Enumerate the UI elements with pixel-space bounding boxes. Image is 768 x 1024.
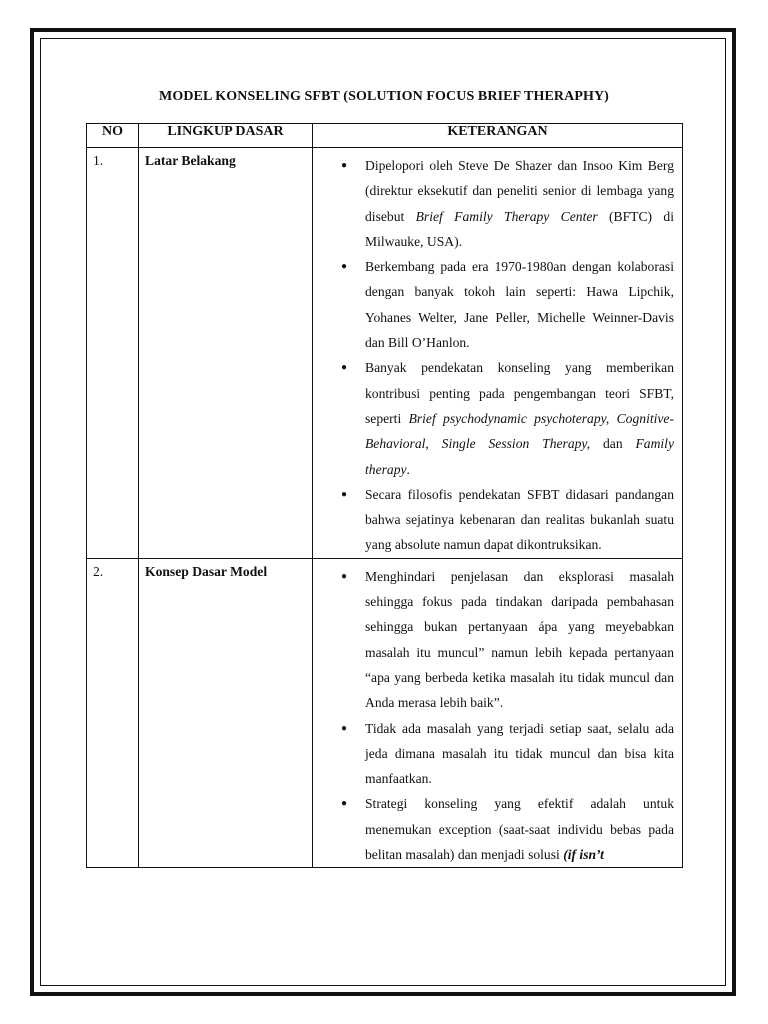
- list-item: [321, 355, 674, 481]
- text-segment: Strategi konseling yang efektif adalah untuk menemukan exception (saat-saat individu bebas pada belitan masalah) dan menjadi solusi: [365, 796, 674, 863]
- bullet-list: [313, 148, 682, 558]
- text-segment: (if isn’t: [563, 847, 604, 863]
- document-title: MODEL KONSELING SFBT (SOLUTION FOCUS BRIEF THERAPHY): [159, 89, 609, 104]
- text-segment: Berkembang pada era 1970-1980an dengan kolaborasi dengan banyak tokoh lain seperti: Hawa Lipchik, Yohanes Welter, Jane Peller, Michelle Weinner-Davis dan Bill O’Hanlon.: [365, 259, 674, 351]
- bullet-icon: ●: [341, 570, 348, 582]
- text-segment: dan: [590, 436, 636, 452]
- table-row: [87, 148, 683, 559]
- table-row: [87, 558, 683, 868]
- text-segment: Banyak pendekatan konseling yang memberikan kontribusi penting pada pengembangan teori SFBT, seperti: [365, 360, 674, 426]
- row-number: 1.: [87, 148, 139, 559]
- bullet-icon: ●: [341, 798, 348, 810]
- header-lingkup-dasar: LINGKUP DASAR: [139, 124, 313, 148]
- bullet-icon: ●: [341, 362, 348, 374]
- bullet-list: [313, 559, 682, 868]
- list-item: [321, 153, 674, 254]
- text-segment: Menghindari penjelasan dan eksplorasi masalah sehingga fokus pada tindakan daripada pembahasan sehingga bukan pertanyaan ápa yang meyebabkan masalah itu muncul” namun lebih kepada pertanyaan “apa yang berbeda ketika masalah itu tidak muncul dan Anda merasa lebih baik”.: [365, 568, 674, 711]
- bullet-icon: ●: [341, 160, 348, 171]
- row-description: [313, 148, 683, 559]
- row-scope: Konsep Dasar Model: [139, 558, 313, 868]
- header-keterangan: KETERANGAN: [313, 124, 683, 148]
- row-scope: Latar Belakang: [139, 148, 313, 559]
- bullet-icon: ●: [341, 488, 348, 500]
- list-item: [321, 254, 674, 355]
- text-segment: Single Session Therapy,: [441, 436, 591, 452]
- text-segment: ,: [425, 436, 442, 452]
- row-number: 2.: [87, 558, 139, 868]
- text-segment: (BFTC) di Milwauke, USA).: [365, 208, 674, 249]
- header-no: NO: [87, 124, 139, 148]
- text-segment: Secara filosofis pendekatan SFBT didasari pandangan bahwa sejatinya kebenaran dan realitas bukanlah suatu yang absolute namun dapat dikontruksikan.: [365, 486, 674, 553]
- sfbt-table: [86, 123, 683, 868]
- text-segment: Brief psychodynamic psychoterapy, Cognitive-Behavioral: [365, 410, 674, 452]
- table-header-row: [87, 124, 683, 148]
- bullet-icon: ●: [341, 722, 348, 734]
- list-item: [321, 716, 674, 792]
- text-segment: Tidak ada masalah yang terjadi setiap saat, selalu ada jeda dimana masalah itu tidak muncul dan bisa kita manfaatkan.: [365, 720, 674, 787]
- list-item: [321, 564, 674, 716]
- text-segment: Brief Family Therapy Center: [415, 208, 598, 224]
- bullet-icon: ●: [341, 261, 348, 273]
- row-description: [313, 558, 683, 868]
- list-item: [321, 791, 674, 867]
- text-segment: Dipelopori oleh Steve De Shazer dan Insoo Kim Berg (direktur eksekutif dan peneliti senior di lembaga yang disebut: [365, 158, 674, 224]
- text-segment: Family therapy: [365, 436, 674, 477]
- text-segment: .: [406, 461, 410, 477]
- list-item: [321, 482, 674, 558]
